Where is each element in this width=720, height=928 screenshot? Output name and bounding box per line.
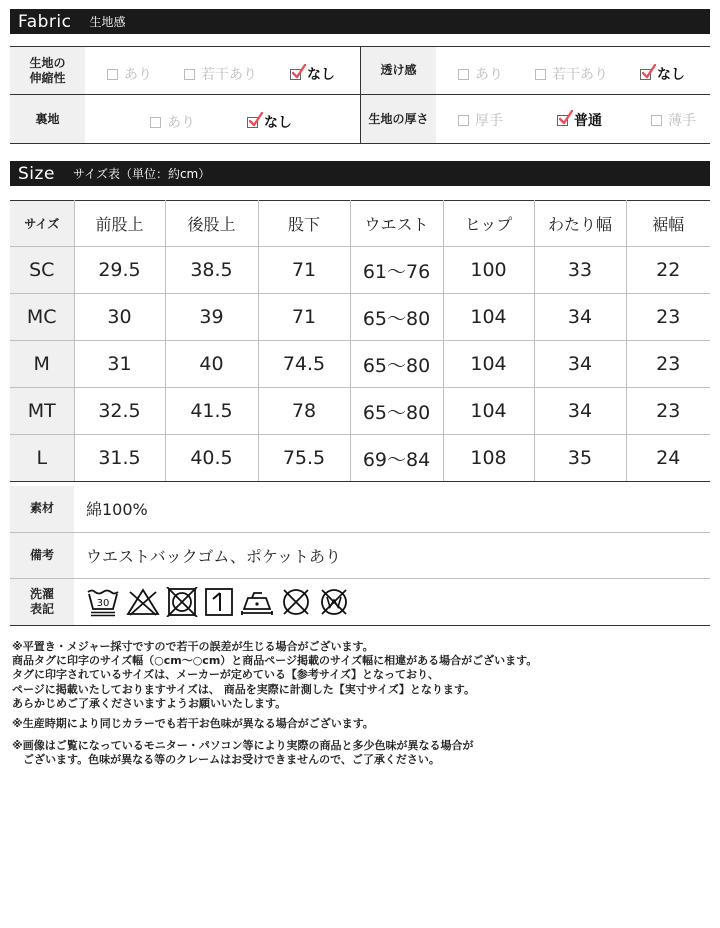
table-row <box>10 247 710 294</box>
table-cell: 75.5 <box>258 435 350 482</box>
table-cell: 30 <box>74 294 165 341</box>
no-tumble-dry-icon <box>166 587 198 617</box>
washing-row <box>10 578 710 625</box>
table-cell: 41.5 <box>165 388 258 435</box>
no-bleach-icon <box>126 587 160 617</box>
table-row <box>10 294 710 341</box>
size-cell: SC <box>10 247 74 294</box>
thickness-option-1[interactable] <box>557 110 602 130</box>
red-check-icon <box>292 64 306 80</box>
fabric-column-divider <box>360 47 361 143</box>
stretch-option-0-label: あり <box>124 67 152 83</box>
table-cell: 29.5 <box>74 247 165 294</box>
washing-label <box>10 578 74 625</box>
sheer-option-1[interactable] <box>535 64 608 84</box>
table-cell: 74.5 <box>258 341 350 388</box>
header-back-rise: 後股上 <box>165 201 258 247</box>
checkbox-icon <box>150 117 161 128</box>
wash-30-gentle-icon <box>86 587 120 617</box>
notes-table <box>10 486 710 626</box>
table-cell: 34 <box>534 388 626 435</box>
sheer-option-2-label: なし <box>657 67 685 83</box>
header-size: サイズ <box>10 201 74 247</box>
size-title-jp: サイズ表（単位：約cm） <box>72 167 211 181</box>
header-front-rise: 前股上 <box>74 201 165 247</box>
table-cell: 108 <box>443 435 534 482</box>
table-cell: 39 <box>165 294 258 341</box>
material-row <box>10 486 710 532</box>
thickness-option-2[interactable] <box>651 110 696 130</box>
table-cell: 71 <box>258 247 350 294</box>
fabric-title-en: Fabric <box>18 11 72 32</box>
size-section-header <box>10 161 710 186</box>
header-waist: ウエスト <box>350 201 443 247</box>
checkbox-icon <box>458 115 469 126</box>
remarks-row <box>10 532 710 578</box>
sheer-label-text: 透け感 <box>380 63 417 77</box>
checked-checkbox-icon <box>247 117 258 128</box>
checked-checkbox-icon <box>557 115 568 126</box>
remarks-value: ウエストバックゴム、ポケットあり <box>74 532 710 578</box>
table-cell: 32.5 <box>74 388 165 435</box>
sheer-label <box>361 47 436 94</box>
washing-label-text: 洗濯 表記 <box>29 586 54 616</box>
disclaimer-line-3: タグに印字されているサイズは、メーカーが定めている【参考サイズ】となっており、 <box>12 668 440 681</box>
table-cell: 34 <box>534 341 626 388</box>
checkbox-icon <box>184 69 195 80</box>
red-check-icon <box>249 112 263 128</box>
iron-low-cloth-icon <box>240 587 274 617</box>
table-cell: 31.5 <box>74 435 165 482</box>
table-cell: 23 <box>626 388 710 435</box>
stretch-option-2[interactable] <box>290 64 335 84</box>
fabric-table <box>10 46 710 144</box>
stretch-option-1[interactable] <box>184 64 257 84</box>
table-cell: 71 <box>258 294 350 341</box>
table-cell: 38.5 <box>165 247 258 294</box>
table-cell: 22 <box>626 247 710 294</box>
table-cell: 34 <box>534 294 626 341</box>
disclaimer-line-6: ※生産時期により同じカラーでも若干お色味が異なる場合がございます。 <box>12 717 374 730</box>
header-inseam: 股下 <box>258 201 350 247</box>
thickness-option-2-label: 薄手 <box>668 113 696 129</box>
checkbox-icon <box>107 69 118 80</box>
checked-checkbox-icon <box>640 69 651 80</box>
thickness-label <box>361 95 436 143</box>
disclaimer-line-7: ※画像はご覧になっているモニター・パソコン等により実際の商品と多少色味が異なる場合が <box>12 739 474 752</box>
fabric-title-jp: 生地感 <box>89 15 126 29</box>
lining-label-text: 裏地 <box>35 111 60 126</box>
disclaimer-line-5: あらかじめご了承くださいますようお願いいたします。 <box>12 697 287 710</box>
table-cell: 69〜84 <box>350 435 443 482</box>
material-value: 綿100% <box>74 486 710 532</box>
stretch-option-1-label: 若干あり <box>201 67 257 83</box>
fabric-section-header <box>10 9 710 34</box>
table-cell: 65〜80 <box>350 294 443 341</box>
table-cell: 61〜76 <box>350 247 443 294</box>
washing-icons <box>74 578 710 625</box>
table-row <box>10 435 710 482</box>
header-thigh: わたり幅 <box>534 201 626 247</box>
checkbox-icon <box>458 69 469 80</box>
no-wet-clean-icon <box>318 587 350 617</box>
table-cell: 104 <box>443 341 534 388</box>
table-cell: 104 <box>443 294 534 341</box>
sheer-option-1-label: 若干あり <box>552 67 608 83</box>
stretch-option-2-label: なし <box>307 67 335 83</box>
sheer-option-2[interactable] <box>640 64 685 84</box>
size-table-header-row <box>10 201 710 247</box>
stretch-label-text: 生地の 伸縮性 <box>29 55 66 85</box>
table-row <box>10 388 710 435</box>
disclaimer-line-4: ページに掲載いたしておりますサイズは、 商品を実際に計測した【実寸サイズ】となります。 <box>12 683 475 696</box>
red-check-icon <box>642 64 656 80</box>
table-cell: 35 <box>534 435 626 482</box>
table-cell: 104 <box>443 388 534 435</box>
drip-dry-icon <box>204 587 234 617</box>
wash-temp-text: 30 <box>96 597 110 609</box>
table-cell: 65〜80 <box>350 388 443 435</box>
red-check-icon <box>559 110 573 126</box>
table-cell: 23 <box>626 341 710 388</box>
table-cell: 65〜80 <box>350 341 443 388</box>
remarks-label: 備考 <box>10 532 74 578</box>
thickness-option-0[interactable] <box>458 110 503 130</box>
table-row <box>10 341 710 388</box>
table-cell: 40.5 <box>165 435 258 482</box>
size-cell: L <box>10 435 74 482</box>
material-label: 素材 <box>10 486 74 532</box>
stretch-label <box>10 47 85 94</box>
table-cell: 33 <box>534 247 626 294</box>
disclaimer-line-8: ございます。色味が異なる等のクレームはお受けできませんので、ご了承ください。 <box>12 753 440 766</box>
checked-checkbox-icon <box>290 69 301 80</box>
size-title-en: Size <box>18 163 55 184</box>
table-cell: 100 <box>443 247 534 294</box>
thickness-label-text: 生地の厚さ <box>368 111 429 126</box>
table-cell: 23 <box>626 294 710 341</box>
disclaimer-line-2: 商品タグに印字のサイズ幅（○cm〜○cm）と商品ページ掲載のサイズ幅に相違がある場合がございます。 <box>12 654 538 667</box>
sheer-option-0-label: あり <box>475 67 503 83</box>
table-cell: 40 <box>165 341 258 388</box>
header-hip: ヒップ <box>443 201 534 247</box>
size-cell: M <box>10 341 74 388</box>
no-dry-clean-icon <box>280 587 312 617</box>
stretch-option-0[interactable] <box>107 64 152 84</box>
size-cell: MT <box>10 388 74 435</box>
size-table <box>10 200 710 482</box>
table-cell: 78 <box>258 388 350 435</box>
lining-label <box>10 95 85 143</box>
thickness-option-1-label: 普通 <box>574 113 602 129</box>
thickness-option-0-label: 厚手 <box>475 113 503 129</box>
lining-option-0[interactable] <box>150 112 195 132</box>
table-cell: 31 <box>74 341 165 388</box>
table-cell: 24 <box>626 435 710 482</box>
sheer-option-0[interactable] <box>458 64 503 84</box>
disclaimer-line-1: ※平置き・メジャー採寸ですので若干の誤差が生じる場合がございます。 <box>12 640 374 653</box>
lining-option-1-label: なし <box>264 115 292 131</box>
lining-option-0-label: あり <box>167 115 195 131</box>
checkbox-icon <box>535 69 546 80</box>
checkbox-icon <box>651 115 662 126</box>
lining-option-1[interactable] <box>247 112 292 132</box>
size-cell: MC <box>10 294 74 341</box>
header-hem: 裾幅 <box>626 201 710 247</box>
